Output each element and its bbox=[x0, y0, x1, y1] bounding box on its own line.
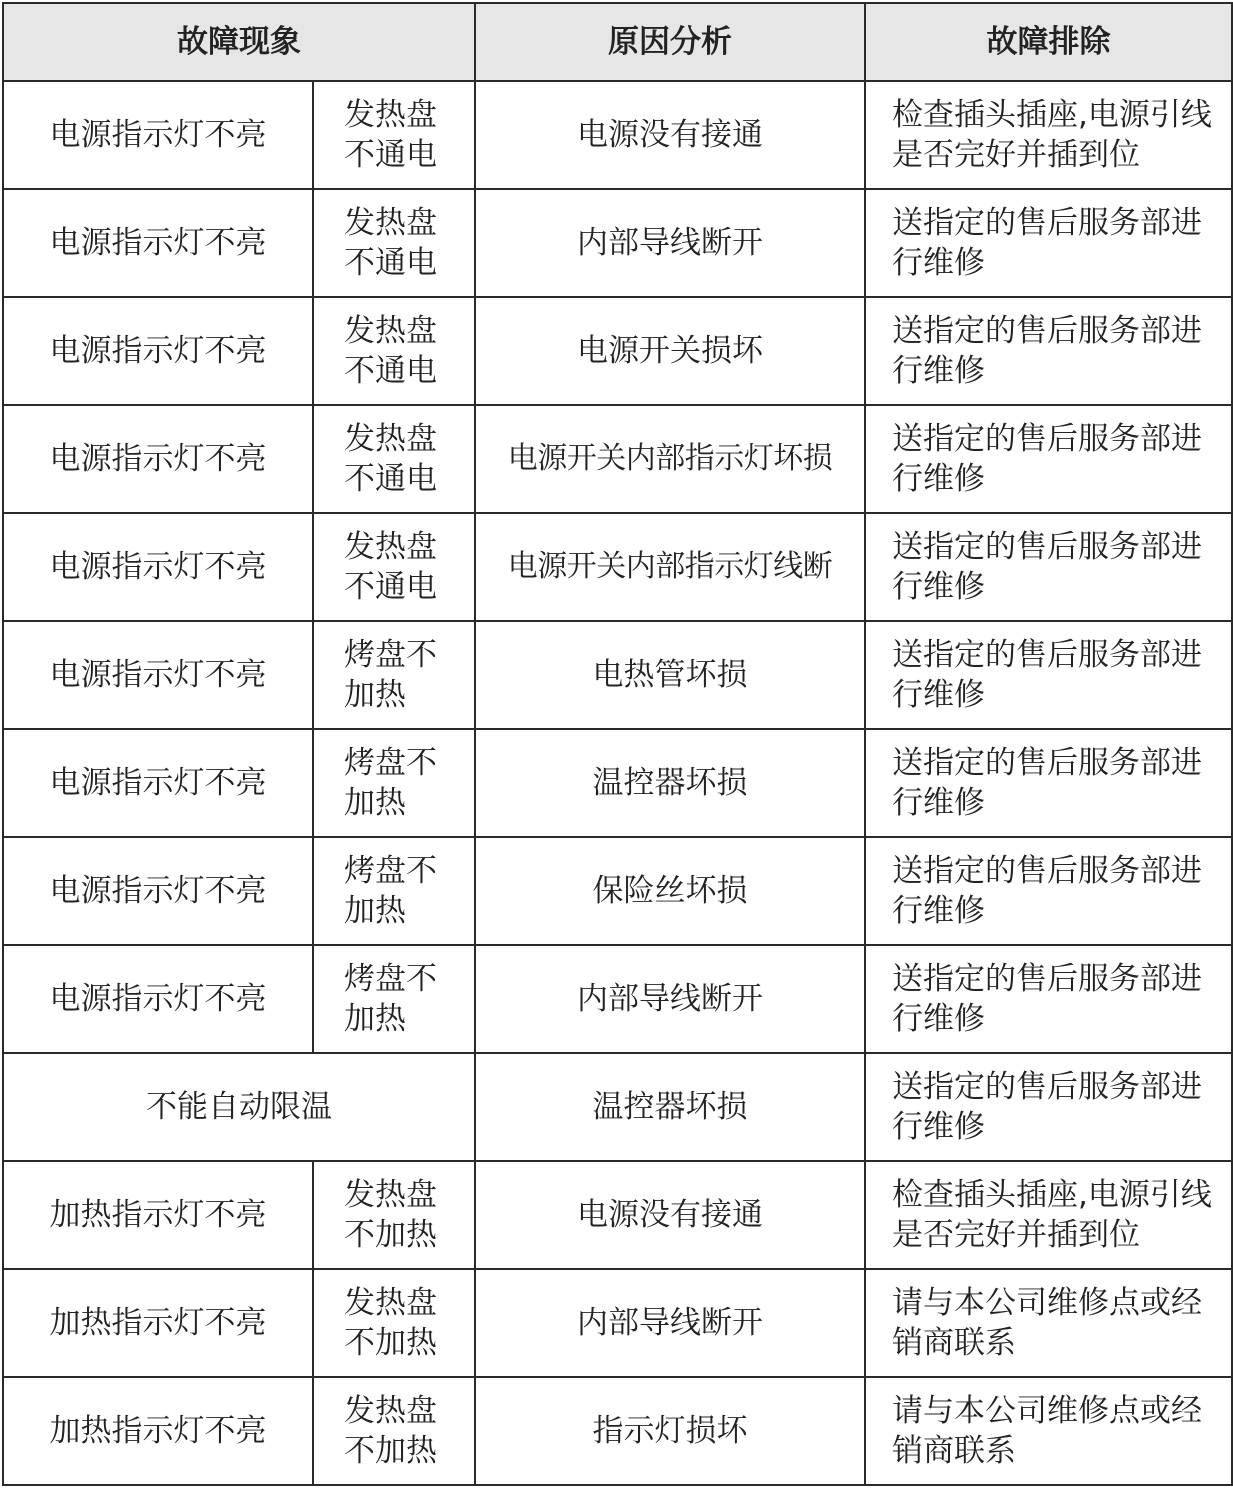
symptom-detail-text: 发热盘不通电 bbox=[344, 529, 437, 605]
solution-cell bbox=[865, 189, 1232, 297]
solution-cell bbox=[865, 297, 1232, 405]
header-row bbox=[3, 3, 1232, 81]
header-cause: 原因分析 bbox=[475, 3, 865, 81]
cause-cell: 内部导线断开 bbox=[475, 945, 865, 1053]
solution-text: 送指定的售后服务部进行维修 bbox=[892, 1069, 1202, 1145]
symptom-cell: 电源指示灯不亮 bbox=[3, 81, 313, 189]
table-row bbox=[3, 621, 1232, 729]
symptom-detail-text: 烤盘不加热 bbox=[344, 637, 437, 713]
symptom-cell: 电源指示灯不亮 bbox=[3, 621, 313, 729]
table-row bbox=[3, 1269, 1232, 1377]
solution-cell bbox=[865, 405, 1232, 513]
solution-text: 送指定的售后服务部进行维修 bbox=[892, 313, 1202, 389]
cause-cell: 电源开关内部指示灯线断 bbox=[475, 513, 865, 621]
symptom-cell: 电源指示灯不亮 bbox=[3, 189, 313, 297]
symptom-cell: 电源指示灯不亮 bbox=[3, 729, 313, 837]
symptom-detail-text: 发热盘不通电 bbox=[344, 97, 437, 173]
table-row bbox=[3, 729, 1232, 837]
symptom-detail-text: 发热盘不通电 bbox=[344, 205, 437, 281]
cause-cell: 电源没有接通 bbox=[475, 1161, 865, 1269]
solution-cell bbox=[865, 621, 1232, 729]
symptom-detail-text: 发热盘不加热 bbox=[344, 1285, 437, 1361]
solution-text: 送指定的售后服务部进行维修 bbox=[892, 529, 1202, 605]
symptom-cell: 不能自动限温 bbox=[3, 1053, 475, 1161]
symptom-cell: 加热指示灯不亮 bbox=[3, 1269, 313, 1377]
cause-cell: 电热管坏损 bbox=[475, 621, 865, 729]
symptom-detail-cell bbox=[313, 405, 475, 513]
cause-cell: 电源开关损坏 bbox=[475, 297, 865, 405]
solution-text: 请与本公司维修点或经销商联系 bbox=[892, 1285, 1202, 1361]
symptom-detail-cell bbox=[313, 513, 475, 621]
symptom-detail-text: 发热盘不加热 bbox=[344, 1393, 437, 1469]
cause-cell: 内部导线断开 bbox=[475, 189, 865, 297]
symptom-cell: 加热指示灯不亮 bbox=[3, 1377, 313, 1485]
symptom-detail-cell bbox=[313, 945, 475, 1053]
symptom-detail-text: 烤盘不加热 bbox=[344, 745, 437, 821]
solution-cell bbox=[865, 513, 1232, 621]
solution-text: 送指定的售后服务部进行维修 bbox=[892, 745, 1202, 821]
solution-cell bbox=[865, 729, 1232, 837]
cause-cell: 保险丝坏损 bbox=[475, 837, 865, 945]
table-row bbox=[3, 1161, 1232, 1269]
symptom-detail-cell bbox=[313, 729, 475, 837]
symptom-detail-cell bbox=[313, 1377, 475, 1485]
symptom-detail-cell bbox=[313, 81, 475, 189]
solution-text: 送指定的售后服务部进行维修 bbox=[892, 421, 1202, 497]
solution-text: 送指定的售后服务部进行维修 bbox=[892, 961, 1202, 1037]
solution-text: 送指定的售后服务部进行维修 bbox=[892, 205, 1202, 281]
solution-text: 检查插头插座,电源引线是否完好并插到位 bbox=[892, 1177, 1212, 1253]
solution-text: 请与本公司维修点或经销商联系 bbox=[892, 1393, 1202, 1469]
solution-cell bbox=[865, 1377, 1232, 1485]
solution-cell bbox=[865, 1053, 1232, 1161]
troubleshooting-table bbox=[2, 2, 1233, 1486]
solution-cell bbox=[865, 1269, 1232, 1377]
symptom-detail-text: 烤盘不加热 bbox=[344, 961, 437, 1037]
solution-text: 检查插头插座,电源引线是否完好并插到位 bbox=[892, 97, 1212, 173]
symptom-cell: 电源指示灯不亮 bbox=[3, 405, 313, 513]
cause-cell: 电源没有接通 bbox=[475, 81, 865, 189]
table-row bbox=[3, 1053, 1232, 1161]
solution-cell bbox=[865, 837, 1232, 945]
symptom-detail-cell bbox=[313, 189, 475, 297]
symptom-detail-cell bbox=[313, 297, 475, 405]
symptom-detail-text: 发热盘不加热 bbox=[344, 1177, 437, 1253]
symptom-cell: 电源指示灯不亮 bbox=[3, 837, 313, 945]
solution-cell bbox=[865, 81, 1232, 189]
table-row bbox=[3, 297, 1232, 405]
cause-cell: 温控器坏损 bbox=[475, 729, 865, 837]
symptom-detail-text: 烤盘不加热 bbox=[344, 853, 437, 929]
symptom-detail-cell bbox=[313, 1161, 475, 1269]
table-row bbox=[3, 81, 1232, 189]
table-row bbox=[3, 1377, 1232, 1485]
solution-cell bbox=[865, 1161, 1232, 1269]
table-row bbox=[3, 513, 1232, 621]
cause-cell: 温控器坏损 bbox=[475, 1053, 865, 1161]
symptom-cell: 电源指示灯不亮 bbox=[3, 513, 313, 621]
solution-cell bbox=[865, 945, 1232, 1053]
symptom-cell: 电源指示灯不亮 bbox=[3, 945, 313, 1053]
solution-text: 送指定的售后服务部进行维修 bbox=[892, 637, 1202, 713]
table-row bbox=[3, 405, 1232, 513]
cause-cell: 内部导线断开 bbox=[475, 1269, 865, 1377]
symptom-cell: 加热指示灯不亮 bbox=[3, 1161, 313, 1269]
cause-cell: 指示灯损坏 bbox=[475, 1377, 865, 1485]
symptom-detail-cell bbox=[313, 837, 475, 945]
table-row bbox=[3, 189, 1232, 297]
solution-text: 送指定的售后服务部进行维修 bbox=[892, 853, 1202, 929]
symptom-cell: 电源指示灯不亮 bbox=[3, 297, 313, 405]
header-symptom: 故障现象 bbox=[3, 3, 475, 81]
symptom-detail-text: 发热盘不通电 bbox=[344, 421, 437, 497]
table-row bbox=[3, 945, 1232, 1053]
symptom-detail-cell bbox=[313, 1269, 475, 1377]
header-solution: 故障排除 bbox=[865, 3, 1232, 81]
table-row bbox=[3, 837, 1232, 945]
symptom-detail-cell bbox=[313, 621, 475, 729]
cause-cell: 电源开关内部指示灯坏损 bbox=[475, 405, 865, 513]
symptom-detail-text: 发热盘不通电 bbox=[344, 313, 437, 389]
